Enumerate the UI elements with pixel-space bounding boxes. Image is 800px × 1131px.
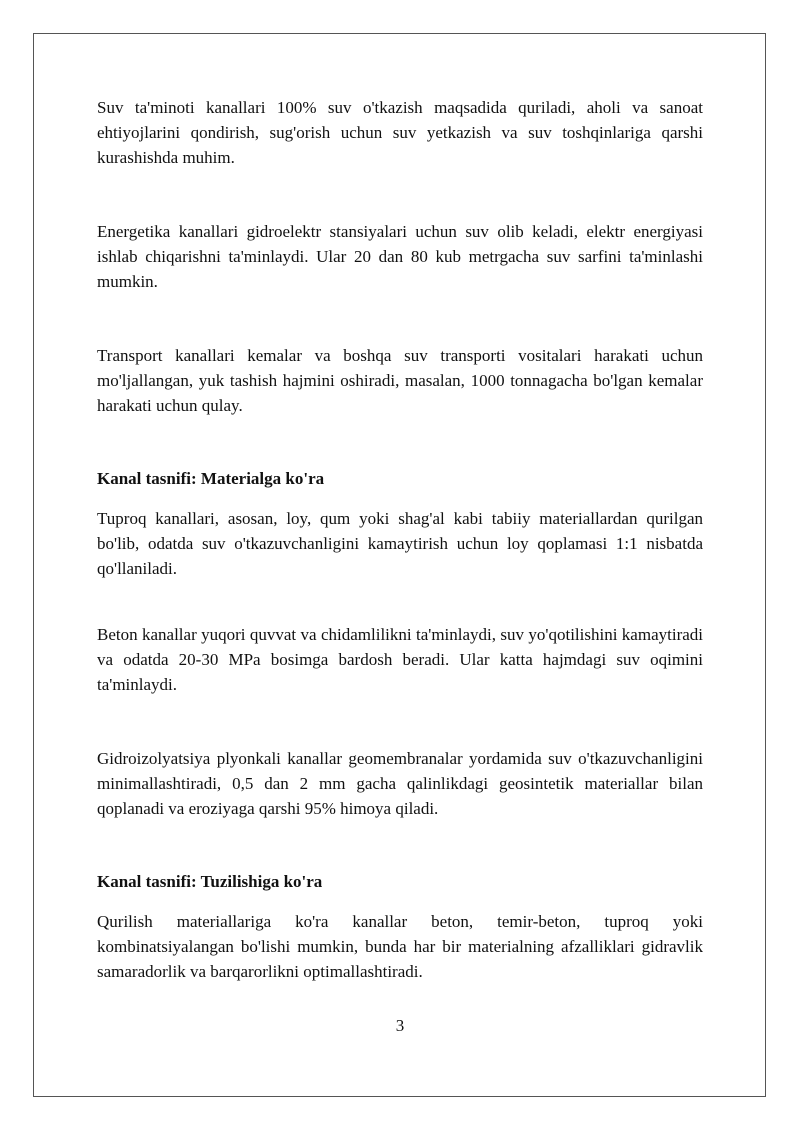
paragraph-transport-canals: Transport kanallari kemalar va boshqa suv transporti vositalari harakati uchun mo'ljallangan, yuk tashish hajmini oshiradi, masalan, 1000 tonnagacha bo'lgan kemalar harakati uchun qulay. [97, 346, 703, 415]
page-number: 3 [395, 1016, 405, 1035]
paragraph-water-supply-canals: Suv ta'minoti kanallari 100% suv o'tkazish maqsadida quriladi, aholi va sanoat ehtiyojlarini qondirish, sug'orish uchun suv yetkazish va suv toshqinlariga qarshi kurashishda muhim. [97, 98, 703, 167]
paragraph-earth-canals: Tuproq kanallari, asosan, loy, qum yoki shag'al kabi tabiiy materiallardan qurilgan bo'lib, odatda suv o'tkazuvchanligini kamaytirish uchun loy qoplamasi 1:1 nisbatda qo'llaniladi. [97, 509, 703, 578]
heading-material-classification: Kanal tasnifi: Materialga ko'ra [97, 469, 325, 488]
paragraph-concrete-canals: Beton kanallar yuqori quvvat va chidamlilikni ta'minlaydi, suv yo'qotilishini kamaytiradi va odatda 20-30 MPa bosimga bardosh beradi. Ular katta hajmdagi suv oqimini ta'minlaydi. [97, 625, 703, 694]
heading-structure-classification: Kanal tasnifi: Tuzilishiga ko'ra [97, 872, 323, 891]
paragraph-energy-canals: Energetika kanallari gidroelektr stansiyalari uchun suv olib keladi, elektr energiyasi ishlab chiqarishni ta'minlaydi. Ular 20 dan 80 kub metrgacha suv sarfini ta'minlashi mumkin. [97, 222, 703, 291]
paragraph-geomembrane-canals: Gidroizolyatsiya plyonkali kanallar geomembranalar yordamida suv o'tkazuvchanligini minimallashtiradi, 0,5 dan 2 mm gacha qalinlikdagi geosintetik materiallar bilan qoplanadi va eroziyaga qarshi 95% himoya qiladi. [97, 749, 703, 818]
paragraph-construction-materials: Qurilish materiallariga ko'ra kanallar beton, temir-beton, tuproq yoki kombinatsiyalangan bo'lishi mumkin, bunda har bir materialning afzalliklari gidravlik samaradorlik va barqarorlikni optimallashtiradi. [97, 912, 703, 981]
